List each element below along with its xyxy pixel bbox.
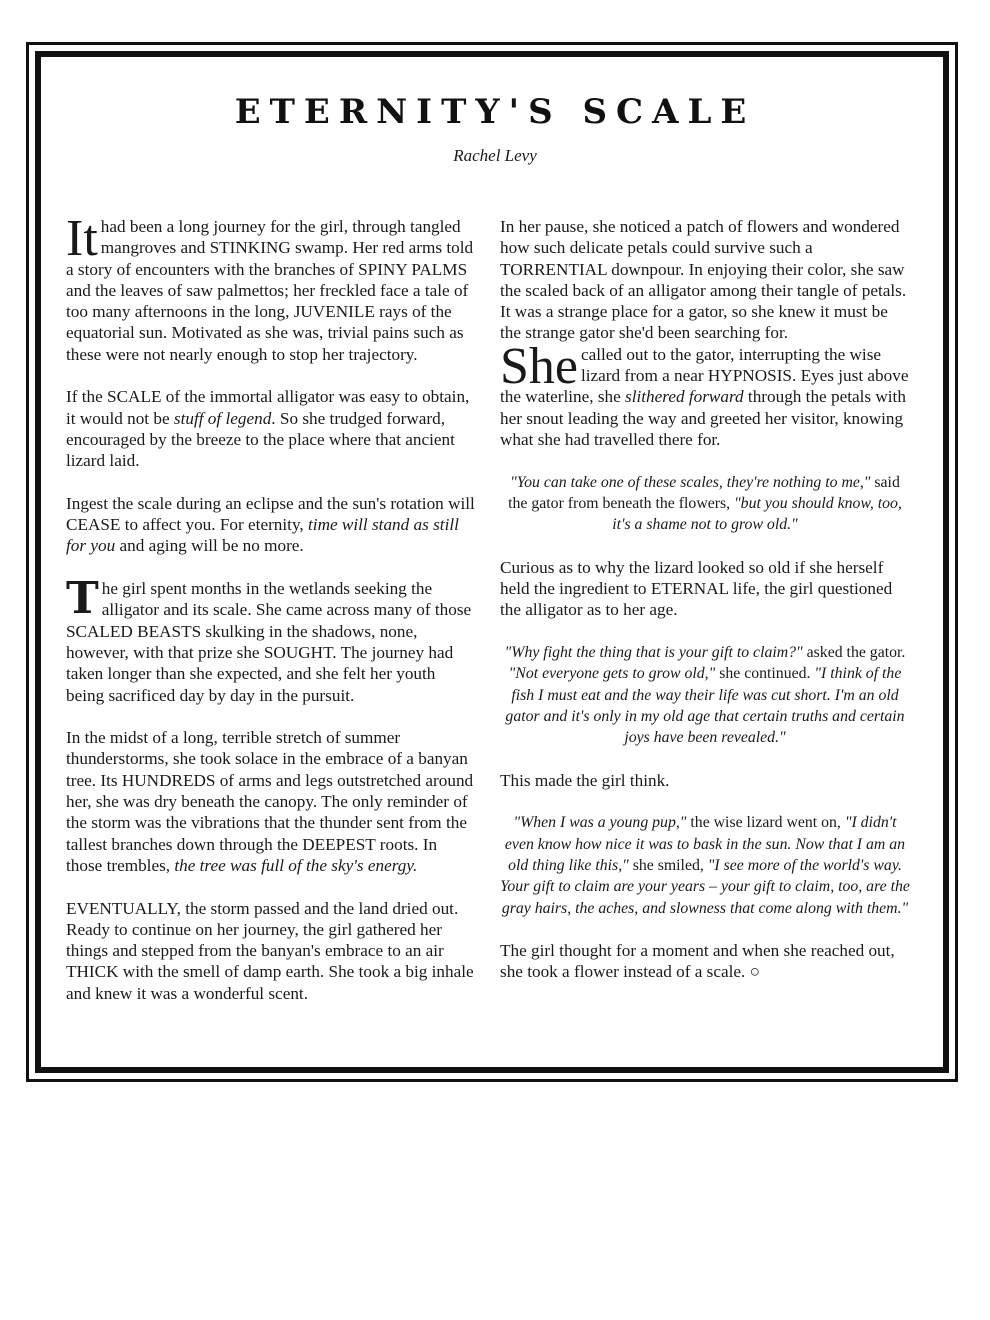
paragraph: She called out to the gator, interrupting the wise lizard from a near HYPNOSIS. Eyes just above the waterline, she slithered forward through the petals with her snout leading the way and greeted her visitor, knowing what she had travelled there for. — [500, 337, 909, 449]
right-column — [500, 216, 910, 1004]
paragraph: Curious as to why the lizard looked so old if she herself held the ingredient to ETERNAL life, the girl questioned the alligator as to her age. — [500, 557, 893, 620]
drop-cap: It — [66, 210, 98, 267]
paragraph: The girl thought for a moment and when she reached out, she took a flower instead of a scale. ○ — [500, 941, 895, 982]
drop-cap: T — [66, 573, 99, 625]
paragraph: The girl spent months in the wetlands seeking the alligator and its scale. She came across many of those SCALED BEASTS skulking in the shadows, none, however, with that prize she SOUGHT. The journey had taken longer than she expected, and she felt her youth being sacrificed day by day in the pursuit. — [66, 573, 472, 705]
author-name: Rachel Levy — [453, 146, 537, 165]
quote-block: "You can take one of these scales, they're nothing to me," said the gator from beneath the flowers, "but you should know, too, it's a shame not to grow old." — [508, 473, 902, 534]
drop-cap: She — [500, 337, 578, 395]
left-column — [66, 210, 476, 1025]
story-title: ETERNITY'S SCALE — [234, 92, 756, 132]
paragraph: It had been a long journey for the girl, through tangled mangroves and STINKING swamp. Her red arms told a story of encounters with the branches of SPINY PALMS and the leaves of saw palmettos; her freckled face a tale of too many afternoons in the long, JUVENILE rays of the equatorial sun. Motivated as she was, trivial pains such as these were not nearly enough to stop her trajectory. — [66, 210, 474, 364]
quote-block: "When I was a young pup," the wise lizard went on, "I didn't even know how nice it was to bask in the sun. Now that I am an old thing like this," she smiled, "I see more of the world's way. Your gift to claim are your years – your gift to claim, too, are the gray hairs, the aches, and slowness that come along with them." — [500, 814, 910, 917]
paragraph: EVENTUALLY, the storm passed and the land dried out. Ready to continue on her journey, the girl gathered her things and stepped from the banyan's embrace to an air THICK with the smell of damp earth. She took a big inhale and knew it was a wonderful scent. — [66, 898, 474, 1003]
paragraph: This made the girl think. — [500, 770, 670, 790]
paragraph: If the SCALE of the immortal alligator was easy to obtain, it would not be stuff of legend. So she trudged forward, encouraged by the breeze to the place where that ancient lizard laid. — [66, 387, 470, 471]
paragraph: Ingest the scale during an eclipse and the sun's rotation will CEASE to affect you. For eternity, time will stand as still for you and aging will be no more. — [66, 493, 475, 556]
paragraph: In the midst of a long, terrible stretch of summer thunderstorms, she took solace in the embrace of a banyan tree. Its HUNDREDS of arms and legs outstretched around her, she was dry beneath the canopy. The only reminder of the storm was the vibrations that the thunder sent from the tallest branches down through the DEEPEST roots. In those trembles, the tree was full of the sky's energy. — [66, 728, 474, 875]
paragraph: In her pause, she noticed a patch of flowers and wondered how such delicate petals could survive such a TORRENTIAL downpour. In enjoying their color, she saw the scaled back of an alligator among their tangle of petals. It was a strange place for a gator, so she knew it must be the strange gator she'd been searching for. — [500, 217, 907, 343]
quote-block: "Why fight the thing that is your gift to claim?" asked the gator. "Not everyone gets to grow old," she continued. "I think of the fish I must eat and the way their life was cut short. I'm an old gator and it's only in my old age that certain truths and certain joys have been revealed." — [504, 643, 906, 747]
